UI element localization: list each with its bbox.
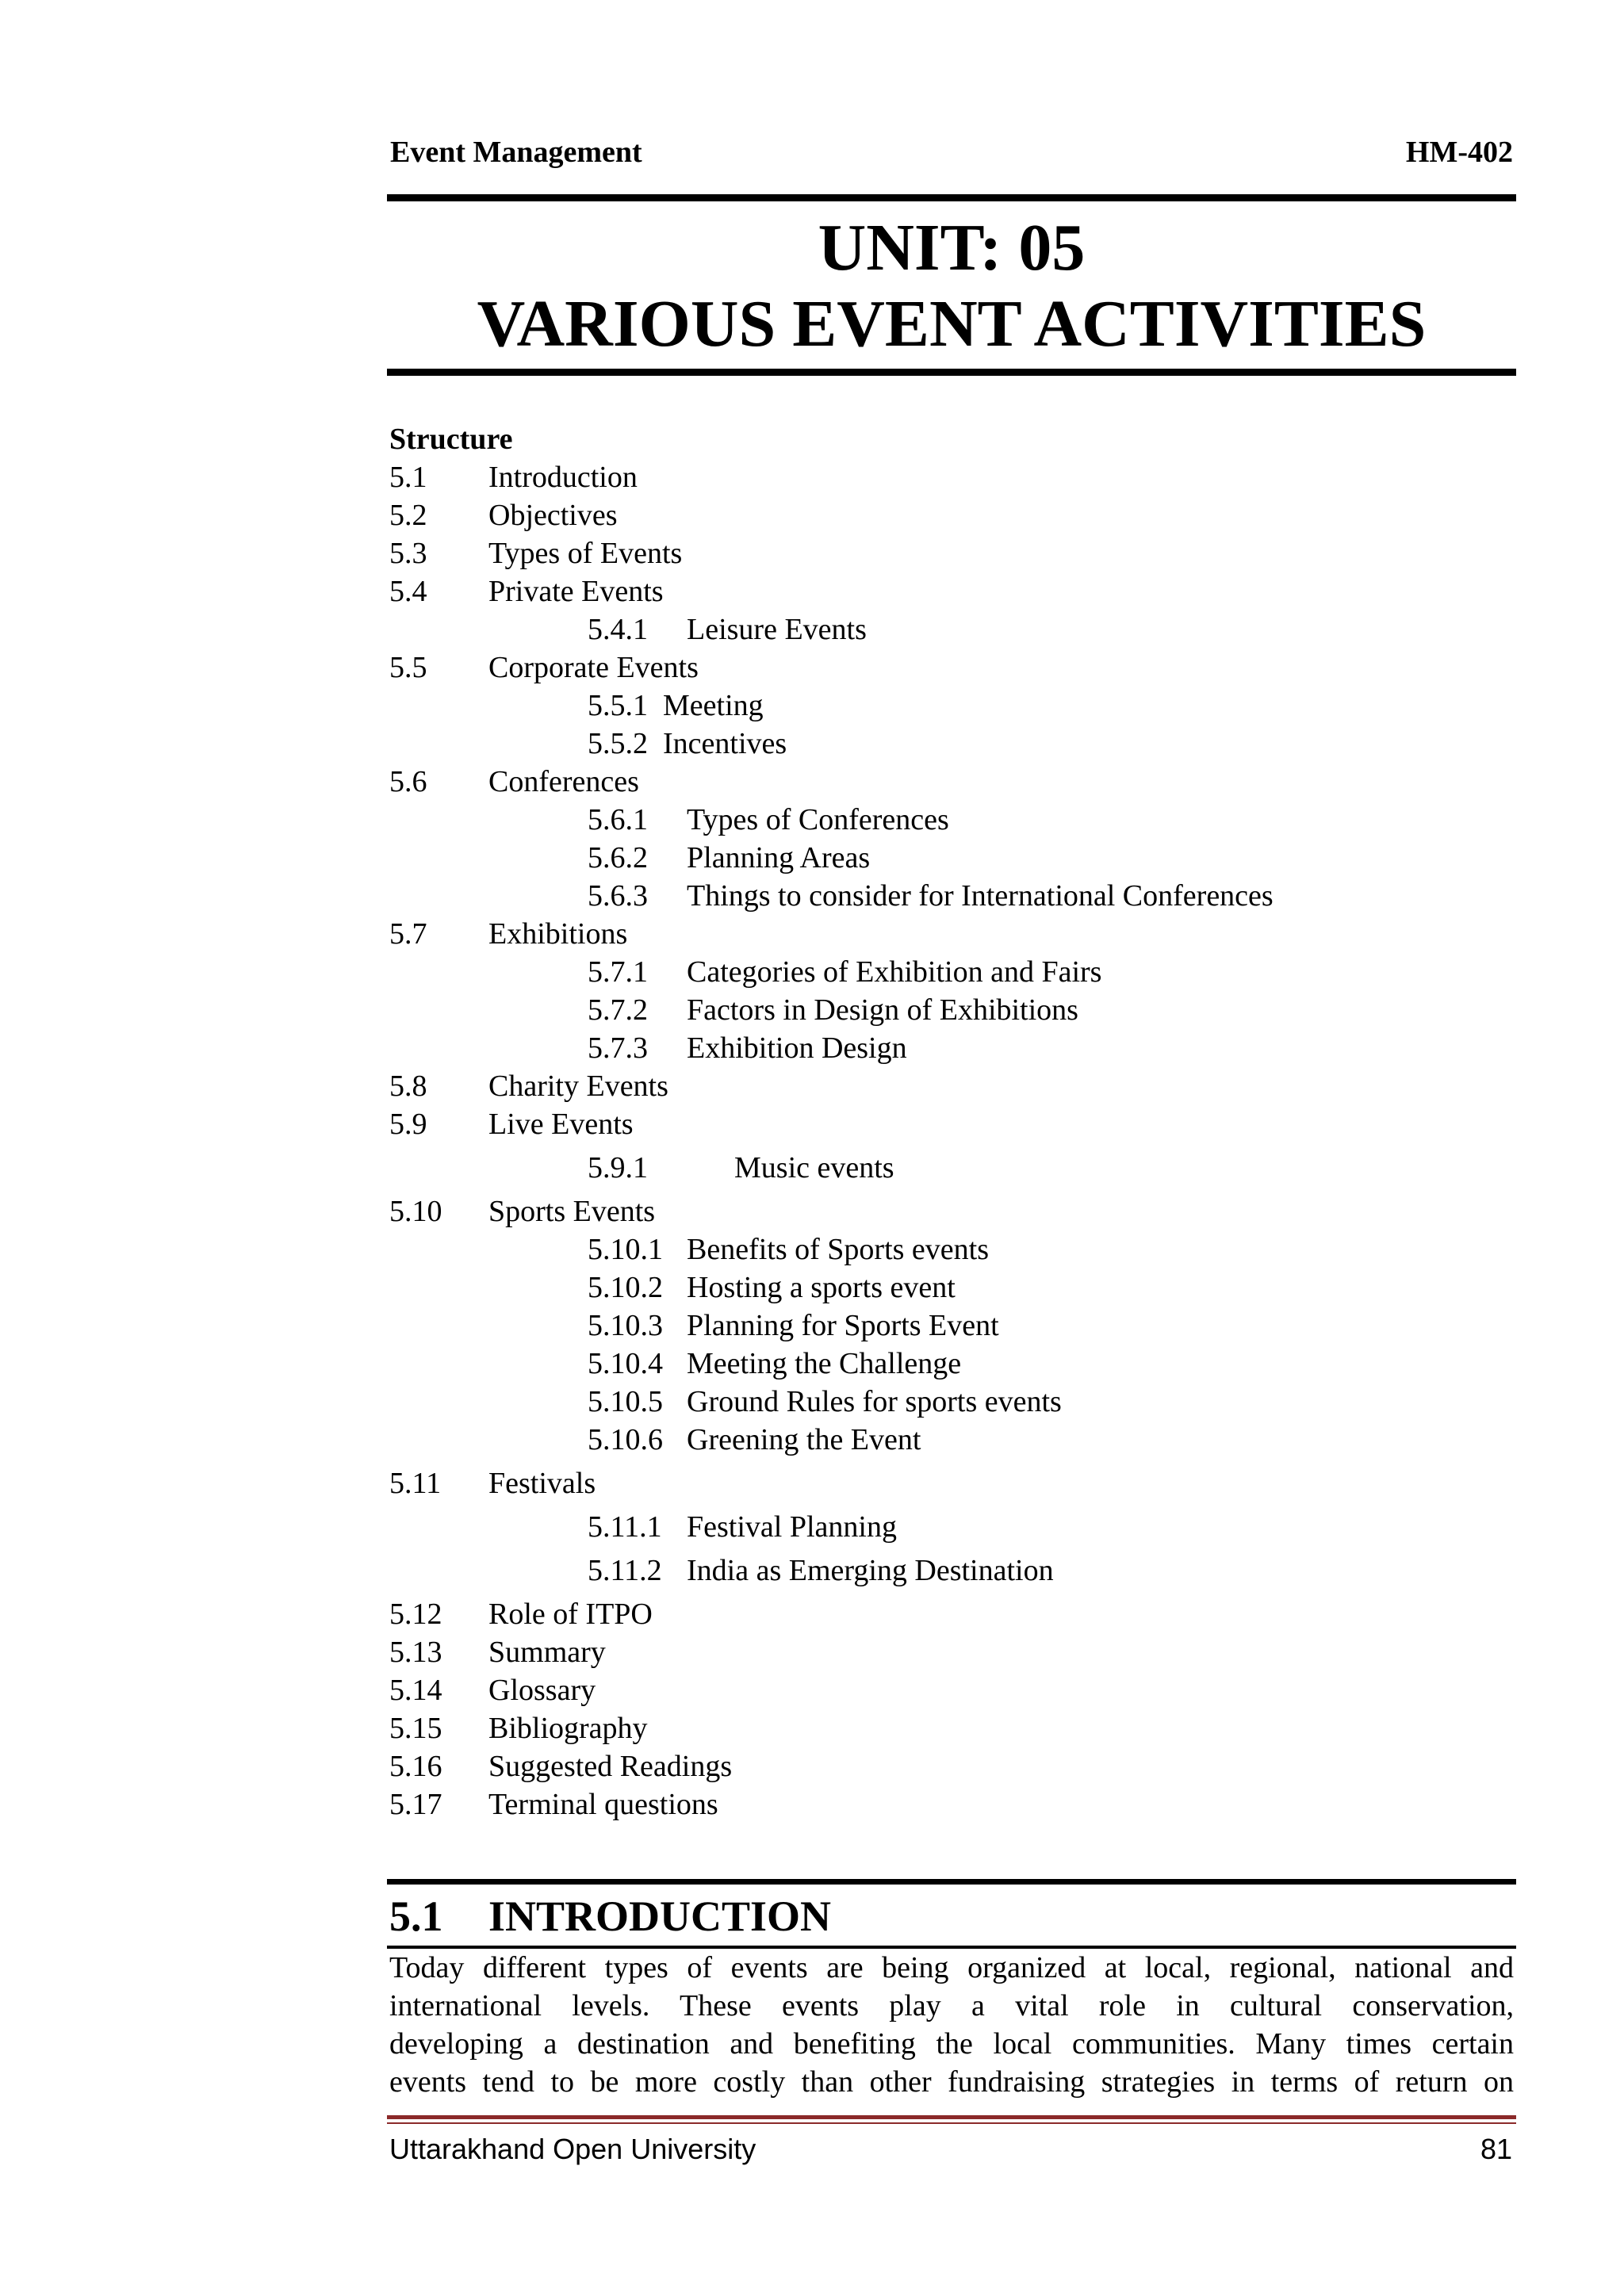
section-number: 5.1	[389, 1892, 443, 1940]
introduction-paragraph	[389, 1949, 1514, 2101]
toc-subitem: 5.11.2 India as Emerging Destination	[588, 1554, 1054, 1587]
toc-subitem: 5.11.1 Festival Planning	[588, 1510, 897, 1544]
toc-subitem: 5.10.1 Benefits of Sports events	[588, 1233, 990, 1266]
toc-item: 5.15 Bibliography	[389, 1712, 648, 1745]
toc-subitem: 5.10.4 Meeting the Challenge	[588, 1347, 962, 1380]
toc-item: 5.5 Corporate Events	[389, 651, 699, 684]
header-course-code: HM-402	[1405, 136, 1513, 169]
toc-subitem: 5.5.1 Meeting	[588, 689, 764, 722]
toc-subitem: 5.6.1 Types of Conferences	[588, 803, 949, 836]
unit-name: VARIOUS EVENT ACTIVITIES	[477, 287, 1427, 361]
section-title: INTRODUCTION	[488, 1892, 832, 1940]
page-footer	[389, 2133, 1514, 2172]
toc-subitem: 5.10.5 Ground Rules for sports events	[588, 1385, 1062, 1418]
section-heading	[389, 1891, 831, 1942]
title-bottom-rule	[387, 369, 1516, 376]
paragraph-line: international levels. These events play a vital role in cultural conservation,	[389, 1989, 1514, 2022]
toc-subitem: 5.9.1 Music events	[588, 1151, 894, 1184]
toc-item: 5.10 Sports Events	[389, 1195, 656, 1228]
toc-subitem: 5.10.2 Hosting a sports event	[588, 1271, 956, 1304]
toc-item: 5.3 Types of Events	[389, 537, 683, 570]
toc-item: 5.9 Live Events	[389, 1108, 634, 1141]
toc-subitem: 5.10.3 Planning for Sports Event	[588, 1309, 999, 1342]
page-number: 81	[1480, 2133, 1512, 2165]
toc-item: 5.6 Conferences	[389, 765, 639, 798]
toc-item: 5.13 Summary	[389, 1636, 606, 1669]
toc-item: 5.1 Introduction	[389, 461, 638, 494]
paragraph-line: Today different types of events are being organized at local, regional, national and	[389, 1951, 1514, 1984]
toc-subitem: 5.6.2 Planning Areas	[588, 841, 871, 874]
header-course-title: Event Management	[390, 136, 642, 169]
unit-number: UNIT: 05	[818, 211, 1086, 285]
toc-item: 5.2 Objectives	[389, 499, 618, 532]
section-top-rule	[387, 1879, 1516, 1885]
structure-heading: Structure	[389, 423, 513, 456]
toc-item: 5.11 Festivals	[389, 1467, 596, 1500]
toc-item: 5.12 Role of ITPO	[389, 1598, 653, 1631]
footer-rule	[387, 2115, 1516, 2119]
footer-rule-thin	[387, 2122, 1516, 2124]
toc-subitem: 5.10.6 Greening the Event	[588, 1423, 921, 1456]
footer-university: Uttarakhand Open University	[389, 2133, 756, 2165]
toc-subitem: 5.4.1 Leisure Events	[588, 613, 867, 646]
paragraph-line: events tend to be more costly than other fundraising strategies in terms of return on	[389, 2065, 1514, 2099]
toc-subitem: 5.7.2 Factors in Design of Exhibitions	[588, 993, 1078, 1027]
structure-list	[389, 420, 1515, 1823]
title-top-rule	[387, 194, 1516, 201]
unit-title	[387, 210, 1516, 362]
toc-item: 5.8 Charity Events	[389, 1070, 668, 1103]
toc-item: 5.7 Exhibitions	[389, 917, 628, 951]
paragraph-line: developing a destination and benefiting the local communities. Many times certain	[389, 2027, 1514, 2061]
toc-subitem: 5.5.2 Incentives	[588, 727, 787, 760]
toc-subitem: 5.7.3 Exhibition Design	[588, 1031, 907, 1065]
toc-subitem: 5.7.1 Categories of Exhibition and Fairs	[588, 955, 1102, 989]
toc-item: 5.4 Private Events	[389, 575, 664, 608]
running-header	[389, 135, 1515, 174]
toc-item: 5.16 Suggested Readings	[389, 1750, 733, 1783]
toc-subitem: 5.6.3 Things to consider for International Conferences	[588, 879, 1274, 913]
toc-item: 5.14 Glossary	[389, 1674, 596, 1707]
toc-item: 5.17 Terminal questions	[389, 1788, 718, 1821]
